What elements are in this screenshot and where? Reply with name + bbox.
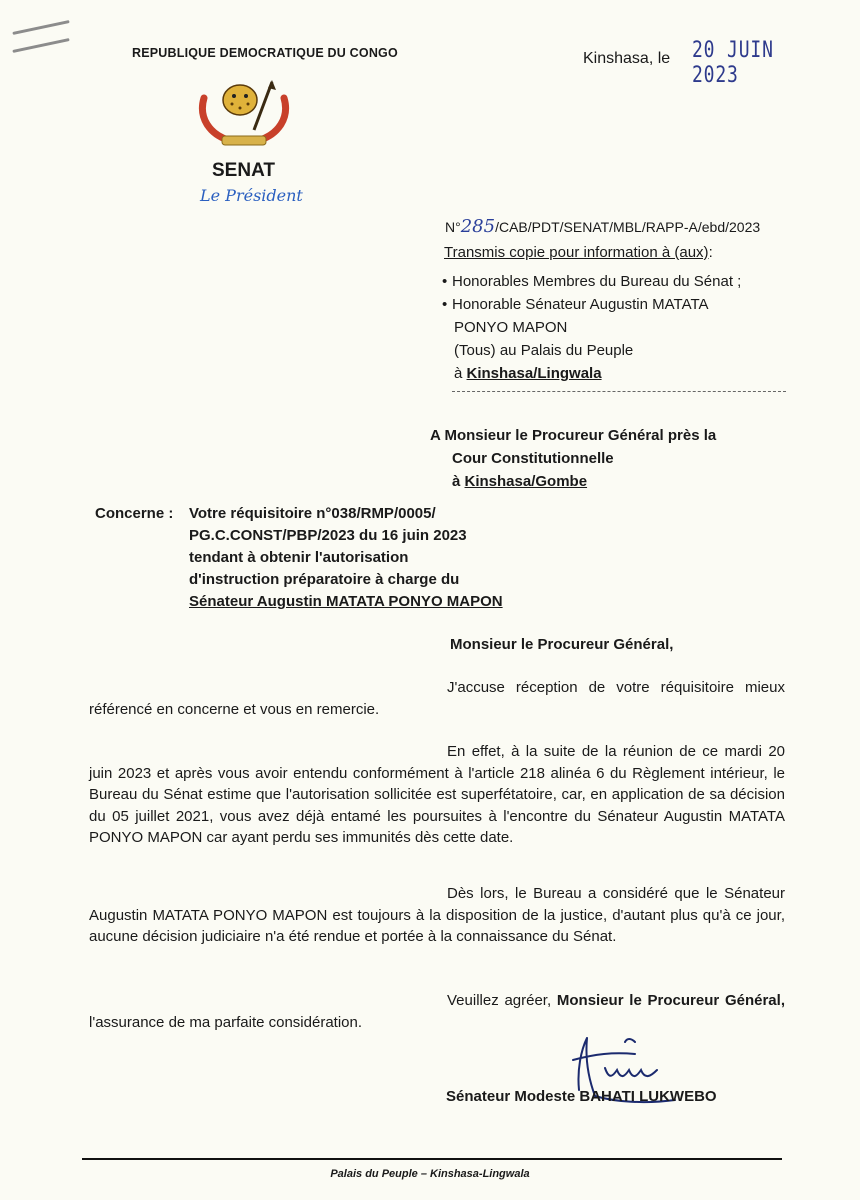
separator-line <box>452 391 786 392</box>
copy-heading <box>444 244 713 261</box>
paragraph-text: Dès lors, le Bureau a considéré que le Sénateur Augustin MATATA PONYO MAPON est toujours à la disposition de la justice, d'autant plus qu'à ce jour, aucune décision judiciaire n'a été rendue et portée à la connaissance du Sénat. <box>89 885 785 945</box>
addressee-line: Cour Constitutionnelle <box>452 450 614 467</box>
addressee-line: A Monsieur le Procureur Général près la <box>430 427 717 444</box>
body-paragraph <box>89 677 785 720</box>
reference-suffix: /CAB/PDT/SENAT/MBL/RAPP-A/ebd/2023 <box>495 219 761 235</box>
staple-mark <box>12 20 69 35</box>
subject-line: tendant à obtenir l'autorisation <box>189 549 409 566</box>
list-item: • Honorable Sénateur Augustin MATATA <box>442 293 741 316</box>
subject-block <box>95 503 503 613</box>
footer-address: Palais du Peuple – Kinshasa-Lingwala <box>330 1168 530 1180</box>
location-prefix: à <box>452 473 465 490</box>
recipient-continuation: PONYO MAPON <box>454 319 568 336</box>
subject-line: PG.C.CONST/PBP/2023 du 16 juin 2023 <box>189 527 467 544</box>
recipient-continuation: (Tous) au Palais du Peuple <box>454 342 634 359</box>
list-item: • Honorables Membres du Bureau du Sénat ; <box>442 270 741 293</box>
closing-paragraph <box>89 990 785 1033</box>
subject-person: Sénateur Augustin MATATA PONYO MAPON <box>189 593 503 610</box>
recipient-text: Honorable Sénateur Augustin MATATA <box>452 296 709 313</box>
closing-text: Veuillez agréer, <box>447 992 557 1009</box>
body-paragraph <box>89 741 785 849</box>
location-text: Kinshasa/Lingwala <box>466 365 602 382</box>
handwritten-number: 285 <box>460 216 496 237</box>
republic-heading: REPUBLIQUE DEMOCRATIQUE DU CONGO <box>132 46 398 60</box>
reference-number <box>445 216 760 237</box>
date-stamp: 20 JUIN 2023 <box>692 38 774 88</box>
paragraph-text: J'accuse réception de votre réquisitoire mieux référencé en concerne et vous en remercie. <box>89 679 785 718</box>
addressee-block <box>430 424 716 493</box>
subject-label: Concerne : <box>95 505 174 522</box>
place-date: Kinshasa, le <box>583 50 671 67</box>
closing-bold-text: Monsieur le Procureur Général, <box>556 992 785 1009</box>
copy-heading-tail: : <box>708 244 713 261</box>
footer-rule <box>82 1158 782 1160</box>
subject-line: Votre réquisitoire n°038/RMP/0005/ <box>189 505 436 522</box>
reference-prefix: N° <box>445 219 461 235</box>
office-title: Le Président <box>200 186 303 205</box>
signatory-name: Sénateur Modeste BAHATI LUKWEBO <box>446 1088 717 1105</box>
coat-of-arms-emblem <box>188 78 300 150</box>
salutation: Monsieur le Procureur Général, <box>450 636 674 653</box>
body-paragraph <box>89 883 785 948</box>
addressee-location <box>430 470 716 493</box>
paragraph-text: En effet, à la suite de la réunion de ce mardi 20 juin 2023 et après vous avoir entendu conformément à l'article 218 alinéa 6 du Règlement intérieur, le Bureau du Sénat estime que l'autorisation sollicitée est superfétatoire, car, en application de sa décision du 05 juillet 2021, vous avez déjà entamé les poursuites à l'encontre du Sénateur Augustin MATATA PONYO MAPON car ayant perdu ses immunités dès cette date. <box>89 743 785 846</box>
location-text: Kinshasa/Gombe <box>464 473 588 490</box>
staple-mark <box>12 38 69 53</box>
subject-line: d'instruction préparatoire à charge du <box>189 571 460 588</box>
recipient-text: Honorables Membres du Bureau du Sénat ; <box>452 273 742 290</box>
location-prefix: à <box>454 365 467 382</box>
copy-recipient-list <box>442 270 741 385</box>
closing-text: l'assurance de ma parfaite considération. <box>89 1013 363 1031</box>
recipient-location <box>442 362 741 385</box>
institution-name: SENAT <box>212 160 275 181</box>
copy-heading-text: Transmis copie pour information à (aux) <box>444 244 709 261</box>
